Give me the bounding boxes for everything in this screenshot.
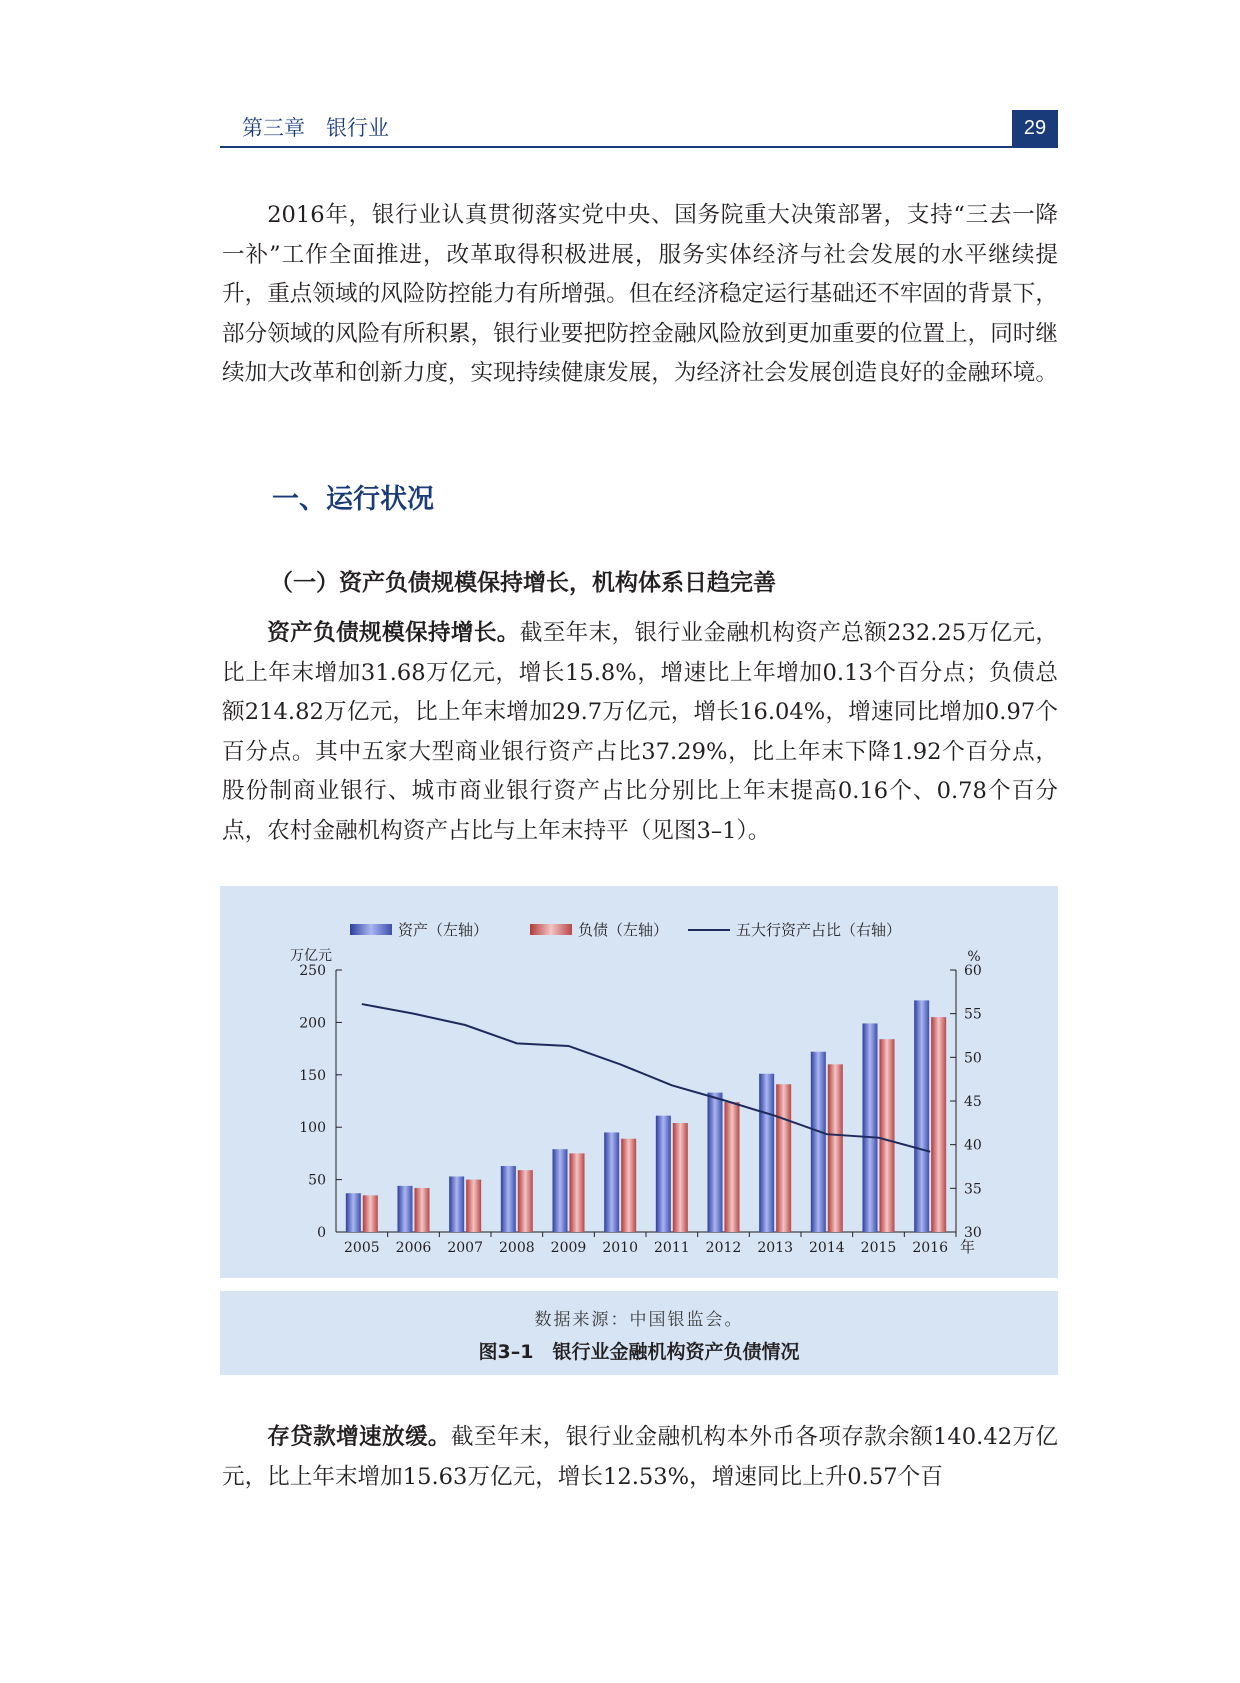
asset-bar-2013 (759, 1074, 774, 1232)
x-tick-label: 2007 (447, 1240, 483, 1256)
legend-swatch-2 (530, 924, 572, 935)
asset-bar-2007 (449, 1176, 464, 1232)
right-tick-label: 30 (964, 1225, 982, 1241)
right-axis-unit: % (967, 949, 981, 965)
x-tick-label: 2012 (705, 1240, 742, 1256)
legend-label-1: 资产（左轴） (398, 921, 489, 939)
asset-bar-2015 (863, 1023, 878, 1232)
subsection-heading: （一）资产负债规模保持增长，机构体系日趋完善 (270, 570, 776, 596)
share-line (362, 1004, 930, 1152)
asset-bar-2016 (914, 1000, 929, 1232)
right-tick-label: 45 (964, 1094, 982, 1110)
legend-label-2: 负债（左轴） (578, 921, 669, 939)
liability-bar-2010 (621, 1139, 636, 1232)
deposits-paragraph (222, 1418, 1058, 1497)
x-tick-label: 2016 (912, 1240, 948, 1256)
liability-bar-2008 (518, 1170, 533, 1232)
right-tick-label: 40 (964, 1137, 982, 1154)
left-tick-label: 50 (308, 1172, 326, 1189)
left-axis-unit: 万亿元 (290, 948, 332, 964)
asset-bar-2010 (604, 1132, 619, 1232)
liability-bar-2015 (880, 1039, 895, 1232)
liability-bar-2009 (570, 1153, 585, 1232)
left-tick-label: 250 (299, 963, 326, 979)
asset-bar-2012 (708, 1093, 723, 1232)
liability-bar-2011 (673, 1123, 688, 1232)
assets-body: 截至年末，银行业金融机构资产总额232.25万亿元，比上年末增加31.68万亿元，增长15.8%，增速比上年增加0.13个百分点；负债总额214.82万亿元，比上年末增加29.7万亿元，增长16.04%，增速同比增加0.97个百分点。其中五家大型商业银行资产占比37.29%，比上年末下降1.92个百分点，股份制商业银行、城市商业银行资产占比分别比上年末提高0.16个、0.78个百分点，农村金融机构资产占比与上年末持平（见图3–1）。 (222, 620, 1058, 844)
liability-bar-2016 (931, 1017, 946, 1232)
asset-bar-2005 (346, 1193, 361, 1232)
chart-svg (220, 886, 1058, 1278)
liability-bar-2006 (415, 1188, 430, 1232)
x-tick-label: 2008 (499, 1240, 535, 1256)
section-heading: 一、运行状况 (272, 484, 434, 515)
asset-bar-2006 (398, 1186, 413, 1232)
x-axis-unit: 年 (960, 1238, 976, 1256)
liability-bar-2013 (776, 1084, 791, 1232)
liability-bar-2007 (466, 1180, 481, 1232)
page-number: 29 (1012, 110, 1058, 146)
liability-bar-2012 (725, 1102, 740, 1232)
x-tick-label: 2015 (860, 1240, 897, 1256)
figure-caption (220, 1291, 1058, 1375)
liability-bar-2014 (828, 1064, 843, 1232)
assets-paragraph (222, 614, 1058, 851)
left-tick-label: 200 (299, 1015, 326, 1032)
figure-source: 数据来源：中国银监会。 (534, 1310, 744, 1330)
right-tick-label: 35 (964, 1181, 982, 1198)
x-tick-label: 2013 (757, 1240, 793, 1256)
page-header (220, 110, 1058, 148)
x-tick-label: 2005 (344, 1240, 380, 1256)
asset-bar-2008 (501, 1166, 516, 1232)
figure-title: 图3–1 银行业金融机构资产负债情况 (478, 1341, 800, 1363)
left-tick-label: 150 (299, 1067, 326, 1084)
intro-paragraph: 2016年，银行业认真贯彻落实党中央、国务院重大决策部署，支持“三去一降一补”工作全面推进，改革取得积极进展，服务实体经济与社会发展的水平继续提升，重点领域的风险防控能力有所增强。但在经济稳定运行基础还不牢固的背景下，部分领域的风险有所积累，银行业要把防控金融风险放到更加重要的位置上，同时继续加大改革和创新力度，实现持续健康发展，为经济社会发展创造良好的金融环境。 (222, 202, 1058, 386)
chart-panel (220, 886, 1058, 1278)
x-tick-label: 2010 (602, 1240, 638, 1256)
left-tick-label: 100 (299, 1120, 326, 1137)
x-tick-label: 2011 (654, 1240, 690, 1256)
legend-swatch-1 (350, 924, 392, 935)
right-tick-label: 55 (964, 1006, 982, 1023)
deposits-lead: 存贷款增速放缓。 (267, 1424, 451, 1450)
chapter-title: 第三章 银行业 (242, 116, 389, 140)
assets-lead: 资产负债规模保持增长。 (267, 620, 520, 646)
right-tick-label: 60 (964, 963, 982, 979)
left-tick-label: 0 (317, 1225, 326, 1241)
asset-bar-2014 (811, 1052, 826, 1232)
right-tick-label: 50 (964, 1050, 982, 1067)
x-tick-label: 2014 (809, 1240, 845, 1256)
asset-bar-2011 (656, 1116, 671, 1232)
x-tick-label: 2009 (550, 1240, 587, 1256)
x-tick-label: 2006 (395, 1240, 432, 1256)
deposits-body: 截至年末，银行业金融机构本外币各项存款余额140.42万亿元，比上年末增加15.63万亿元，增长12.53%，增速同比上升0.57个百 (222, 1424, 1059, 1490)
liability-bar-2005 (363, 1195, 378, 1232)
asset-bar-2009 (553, 1149, 568, 1232)
legend-label-3: 五大行资产占比（右轴） (736, 921, 902, 939)
